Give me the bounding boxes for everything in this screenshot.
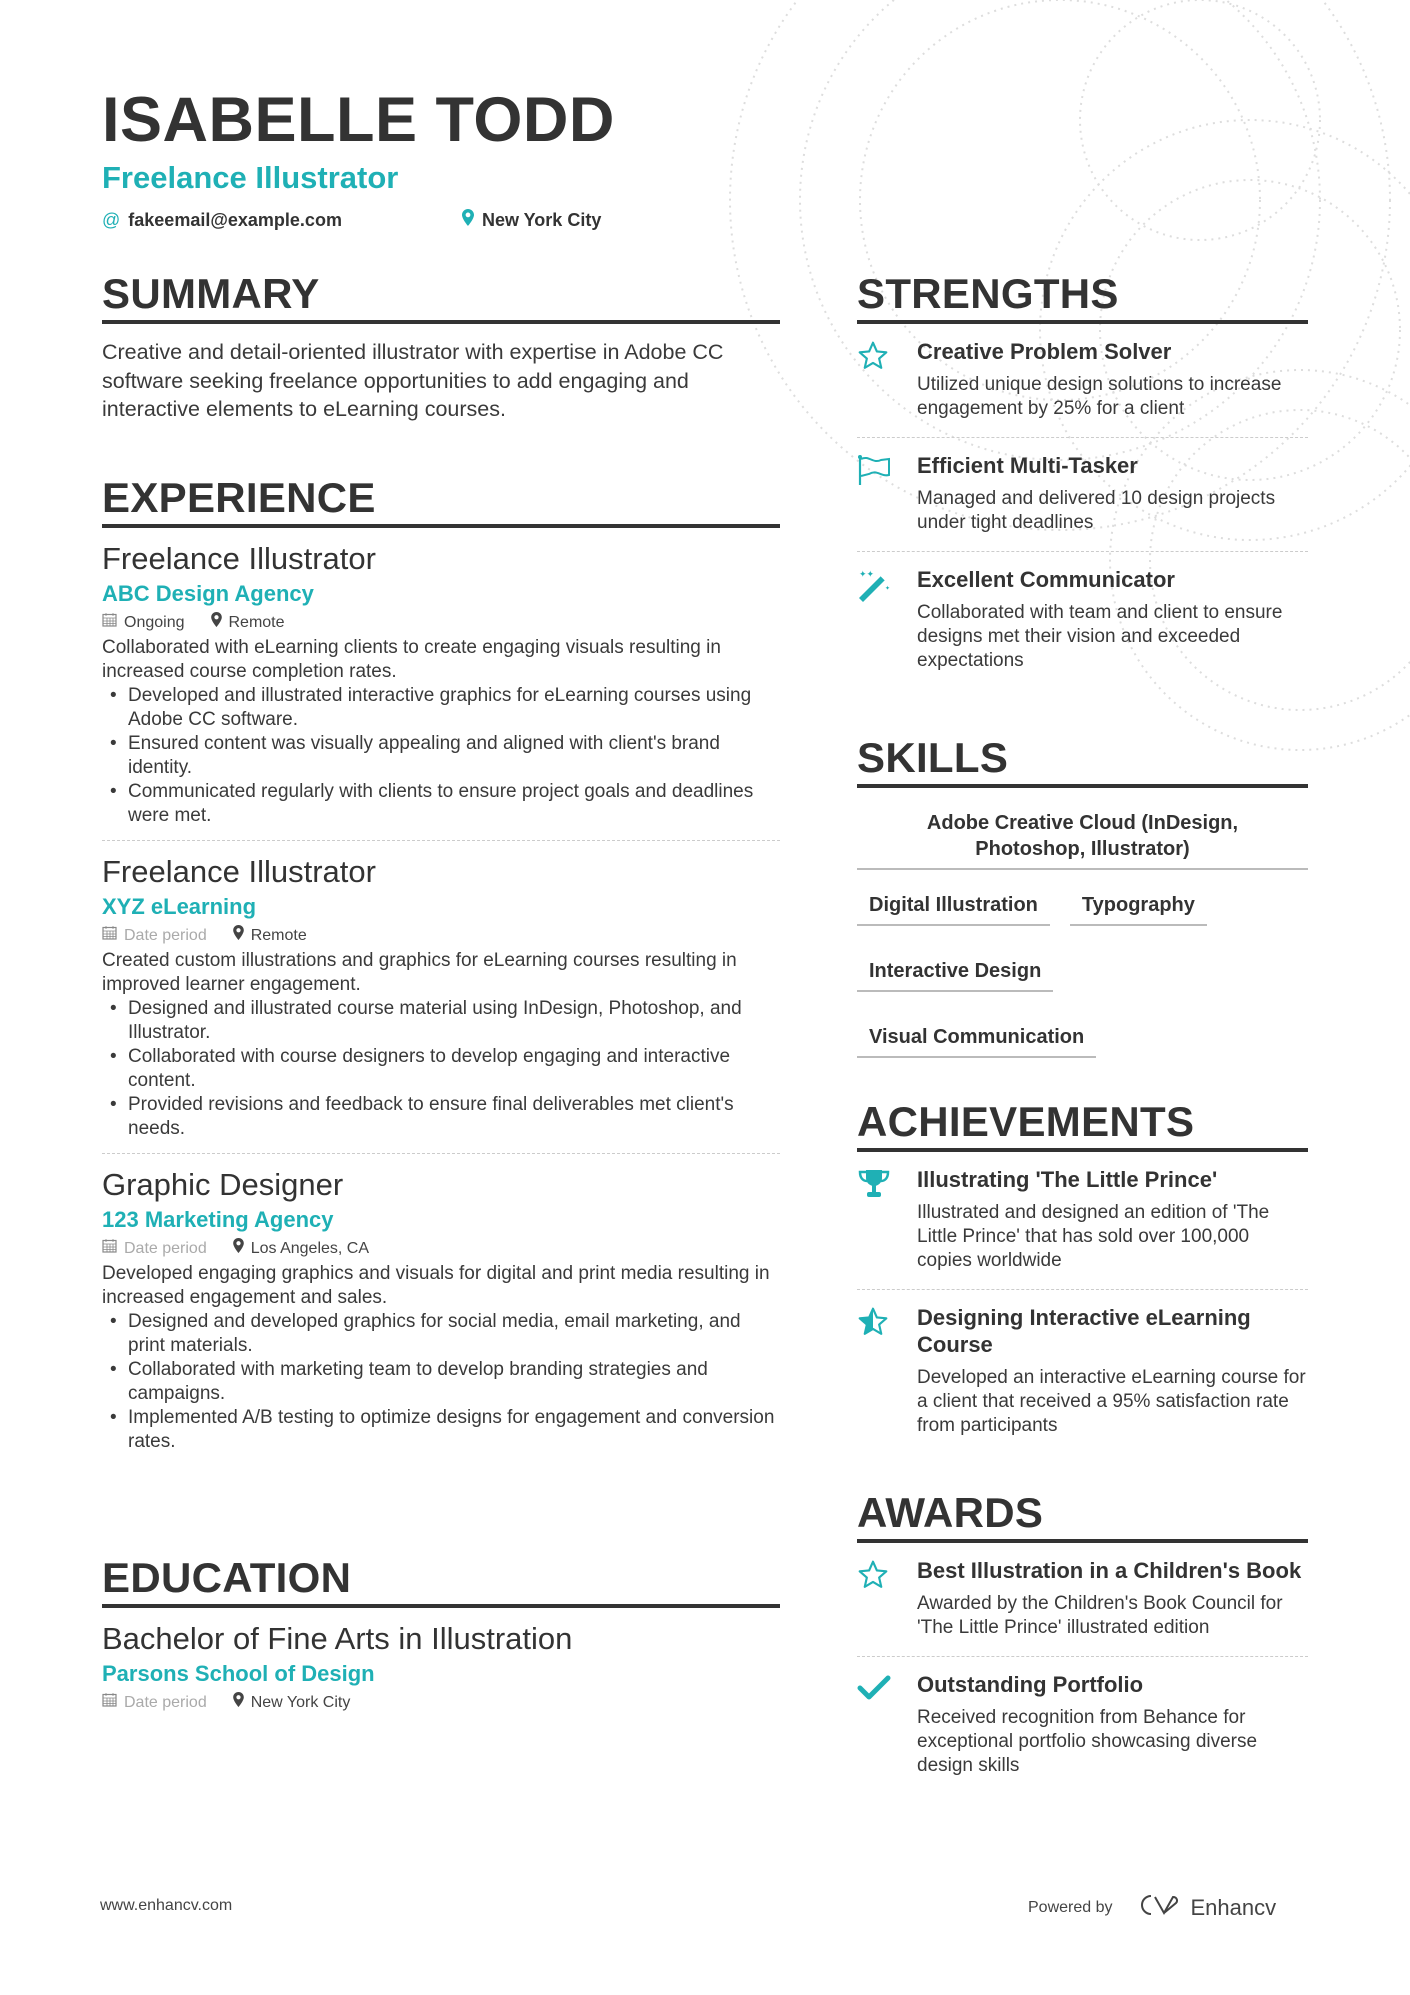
section-heading: ACHIEVEMENTS [857, 1098, 1308, 1152]
item-description: Developed an interactive eLearning course for a client that received a 95% satisfaction rate from participants [917, 1367, 1306, 1436]
meta-row [102, 610, 780, 636]
experience-entry [102, 528, 780, 841]
skill-tag: Adobe Creative Cloud (InDesign, Photoshop, Illustrator) [857, 806, 1308, 870]
item-content [917, 566, 1308, 673]
education-section [102, 1554, 780, 1728]
bullet-item: • Collaborated with marketing team to develop branding strategies and campaigns. [102, 1358, 780, 1406]
calendar-icon [102, 610, 117, 636]
strengths-section [857, 270, 1308, 689]
date-text: Date period [124, 927, 207, 944]
enhancv-logo-icon [1135, 1893, 1181, 1923]
star-outline-icon [857, 338, 917, 421]
experience-list [102, 528, 780, 1466]
email-contact[interactable] [102, 208, 342, 232]
date-period [102, 610, 185, 636]
awards-item [857, 1543, 1308, 1657]
location-contact [462, 208, 601, 232]
location-text: Los Angeles, CA [250, 1240, 370, 1257]
bullet-item: • Implemented A/B testing to optimize designs for engagement and conversion rates. [102, 1406, 780, 1454]
bullet-item: • Developed and illustrated interactive graphics for eLearning courses using Adobe CC software. [102, 684, 780, 732]
contact-info [102, 208, 780, 232]
star-outline-icon [857, 1557, 917, 1640]
date-text: Date period [124, 1694, 207, 1711]
item-title: Excellent Communicator [917, 567, 1175, 592]
school-name: Parsons School of Design [102, 1661, 375, 1686]
location-pin-icon [462, 208, 474, 232]
company-name: 123 Marketing Agency [102, 1207, 334, 1232]
date-text: Ongoing [124, 614, 185, 631]
item-content [917, 452, 1308, 535]
powered-by-text: Powered by [1028, 1899, 1113, 1916]
skill-tag: Interactive Design [857, 954, 1053, 992]
bullet-list [102, 1310, 780, 1454]
item-content [917, 1304, 1308, 1438]
job-title: Graphic Designer [102, 1167, 344, 1202]
strengths-item [857, 552, 1308, 689]
location-pin-icon [211, 610, 222, 636]
item-title: Designing Interactive eLearning Course [917, 1305, 1251, 1357]
half-star-icon [857, 1304, 917, 1438]
section-heading: SKILLS [857, 734, 1308, 788]
resume-header [102, 84, 780, 232]
skill-tag: Typography [1070, 888, 1207, 926]
awards-list [857, 1543, 1308, 1794]
footer-website[interactable]: www.enhancv.com [100, 1897, 233, 1914]
skill-tag: Visual Communication [857, 1020, 1096, 1058]
summary-section [102, 270, 780, 424]
company-name: ABC Design Agency [102, 581, 314, 606]
calendar-icon [102, 1236, 117, 1262]
svg-text:✦: ✦ [885, 586, 891, 592]
experience-entry [102, 1154, 780, 1466]
enhancv-brand: Enhancv [1190, 1895, 1277, 1920]
bullet-item: • Communicated regularly with clients to ensure project goals and deadlines were met. [102, 780, 780, 828]
experience-section [102, 474, 780, 1466]
bullet-item: • Designed and developed graphics for social media, email marketing, and print materials. [102, 1310, 780, 1358]
achievements-item [857, 1290, 1308, 1454]
date-period [102, 1236, 207, 1262]
summary-text: Creative and detail-oriented illustrator with expertise in Adobe CC software seeking freelance opportunities to add engaging and interactive elements to eLearning courses. [102, 340, 724, 421]
trophy-icon [857, 1166, 917, 1273]
bullet-item: • Collaborated with course designers to develop engaging and interactive content. [102, 1045, 780, 1093]
item-title: Illustrating 'The Little Prince' [917, 1167, 1218, 1192]
item-title: Creative Problem Solver [917, 339, 1172, 364]
calendar-icon [102, 923, 117, 949]
email-text: fakeemail@example.com [128, 210, 342, 230]
checkmark-icon [857, 1671, 917, 1778]
job-description: Collaborated with eLearning clients to create engaging visuals resulting in increased course completion rates. [102, 637, 721, 682]
section-heading: STRENGTHS [857, 270, 1308, 324]
item-description: Received recognition from Behance for exceptional portfolio showcasing diverse design skills [917, 1707, 1258, 1776]
candidate-title: Freelance Illustrator [102, 160, 399, 195]
candidate-name: ISABELLE TODD [102, 85, 615, 155]
item-title: Outstanding Portfolio [917, 1672, 1144, 1697]
job-location [233, 1236, 369, 1262]
degree-title: Bachelor of Fine Arts in Illustration [102, 1621, 573, 1656]
job-location [233, 1690, 351, 1716]
job-title: Freelance Illustrator [102, 541, 376, 576]
skill-tag: Digital Illustration [857, 888, 1050, 926]
achievements-section [857, 1098, 1308, 1454]
job-description: Created custom illustrations and graphics for eLearning courses resulting in improved learner engagement. [102, 950, 737, 995]
skills-list [857, 806, 1308, 1086]
location-text: New York City [250, 1694, 351, 1711]
item-content [917, 1557, 1308, 1640]
calendar-icon [102, 1690, 117, 1716]
education-entry [102, 1608, 780, 1728]
job-location [211, 610, 285, 636]
item-title: Efficient Multi-Tasker [917, 453, 1138, 478]
meta-row [102, 923, 780, 949]
meta-row [102, 1690, 780, 1716]
job-description: Developed engaging graphics and visuals for digital and print media resulting in increased engagement and sales. [102, 1263, 770, 1308]
bullet-item: • Ensured content was visually appealing and aligned with client's brand identity. [102, 732, 780, 780]
item-content [917, 1166, 1308, 1273]
svg-text:✦✦: ✦✦ [859, 569, 875, 579]
item-description: Awarded by the Children's Book Council for 'The Little Prince' illustrated edition [917, 1593, 1283, 1638]
awards-item [857, 1657, 1308, 1794]
flag-icon [857, 452, 917, 535]
bullet-item: • Designed and illustrated course material using InDesign, Photoshop, and Illustrator. [102, 997, 780, 1045]
location-text: Remote [228, 614, 285, 631]
job-title: Freelance Illustrator [102, 854, 376, 889]
education-list [102, 1608, 780, 1728]
awards-section [857, 1489, 1308, 1794]
section-heading: AWARDS [857, 1489, 1308, 1543]
at-icon: @ [102, 210, 121, 230]
footer-branding [1028, 1893, 1276, 1923]
location-text: New York City [481, 210, 602, 230]
item-description: Managed and delivered 10 design projects under tight deadlines [917, 488, 1276, 533]
location-pin-icon [233, 923, 244, 949]
company-name: XYZ eLearning [102, 894, 257, 919]
strengths-list [857, 324, 1308, 689]
date-period [102, 923, 207, 949]
item-content [917, 338, 1308, 421]
strengths-item [857, 438, 1308, 552]
section-heading: EXPERIENCE [102, 474, 780, 528]
meta-row [102, 1236, 780, 1262]
location-text: Remote [250, 927, 307, 944]
skills-section [857, 734, 1308, 1086]
strengths-item [857, 324, 1308, 438]
item-title: Best Illustration in a Children's Book [917, 1558, 1302, 1583]
job-location [233, 923, 307, 949]
section-heading: EDUCATION [102, 1554, 780, 1608]
location-pin-icon [233, 1236, 244, 1262]
magic-wand-icon [857, 566, 917, 673]
experience-entry [102, 841, 780, 1154]
bullet-list [102, 684, 780, 828]
location-pin-icon [233, 1690, 244, 1716]
achievements-list [857, 1152, 1308, 1454]
item-description: Collaborated with team and client to ensure designs met their vision and exceeded expectations [917, 602, 1283, 671]
section-heading: SUMMARY [102, 270, 780, 324]
achievements-item [857, 1152, 1308, 1290]
bullet-item: • Provided revisions and feedback to ensure final deliverables met client's needs. [102, 1093, 780, 1141]
item-description: Illustrated and designed an edition of 'The Little Prince' that has sold over 100,000 copies worldwide [917, 1202, 1270, 1271]
item-description: Utilized unique design solutions to increase engagement by 25% for a client [917, 374, 1282, 419]
bullet-list [102, 997, 780, 1141]
date-text: Date period [124, 1240, 207, 1257]
date-period [102, 1690, 207, 1716]
item-content [917, 1671, 1308, 1778]
